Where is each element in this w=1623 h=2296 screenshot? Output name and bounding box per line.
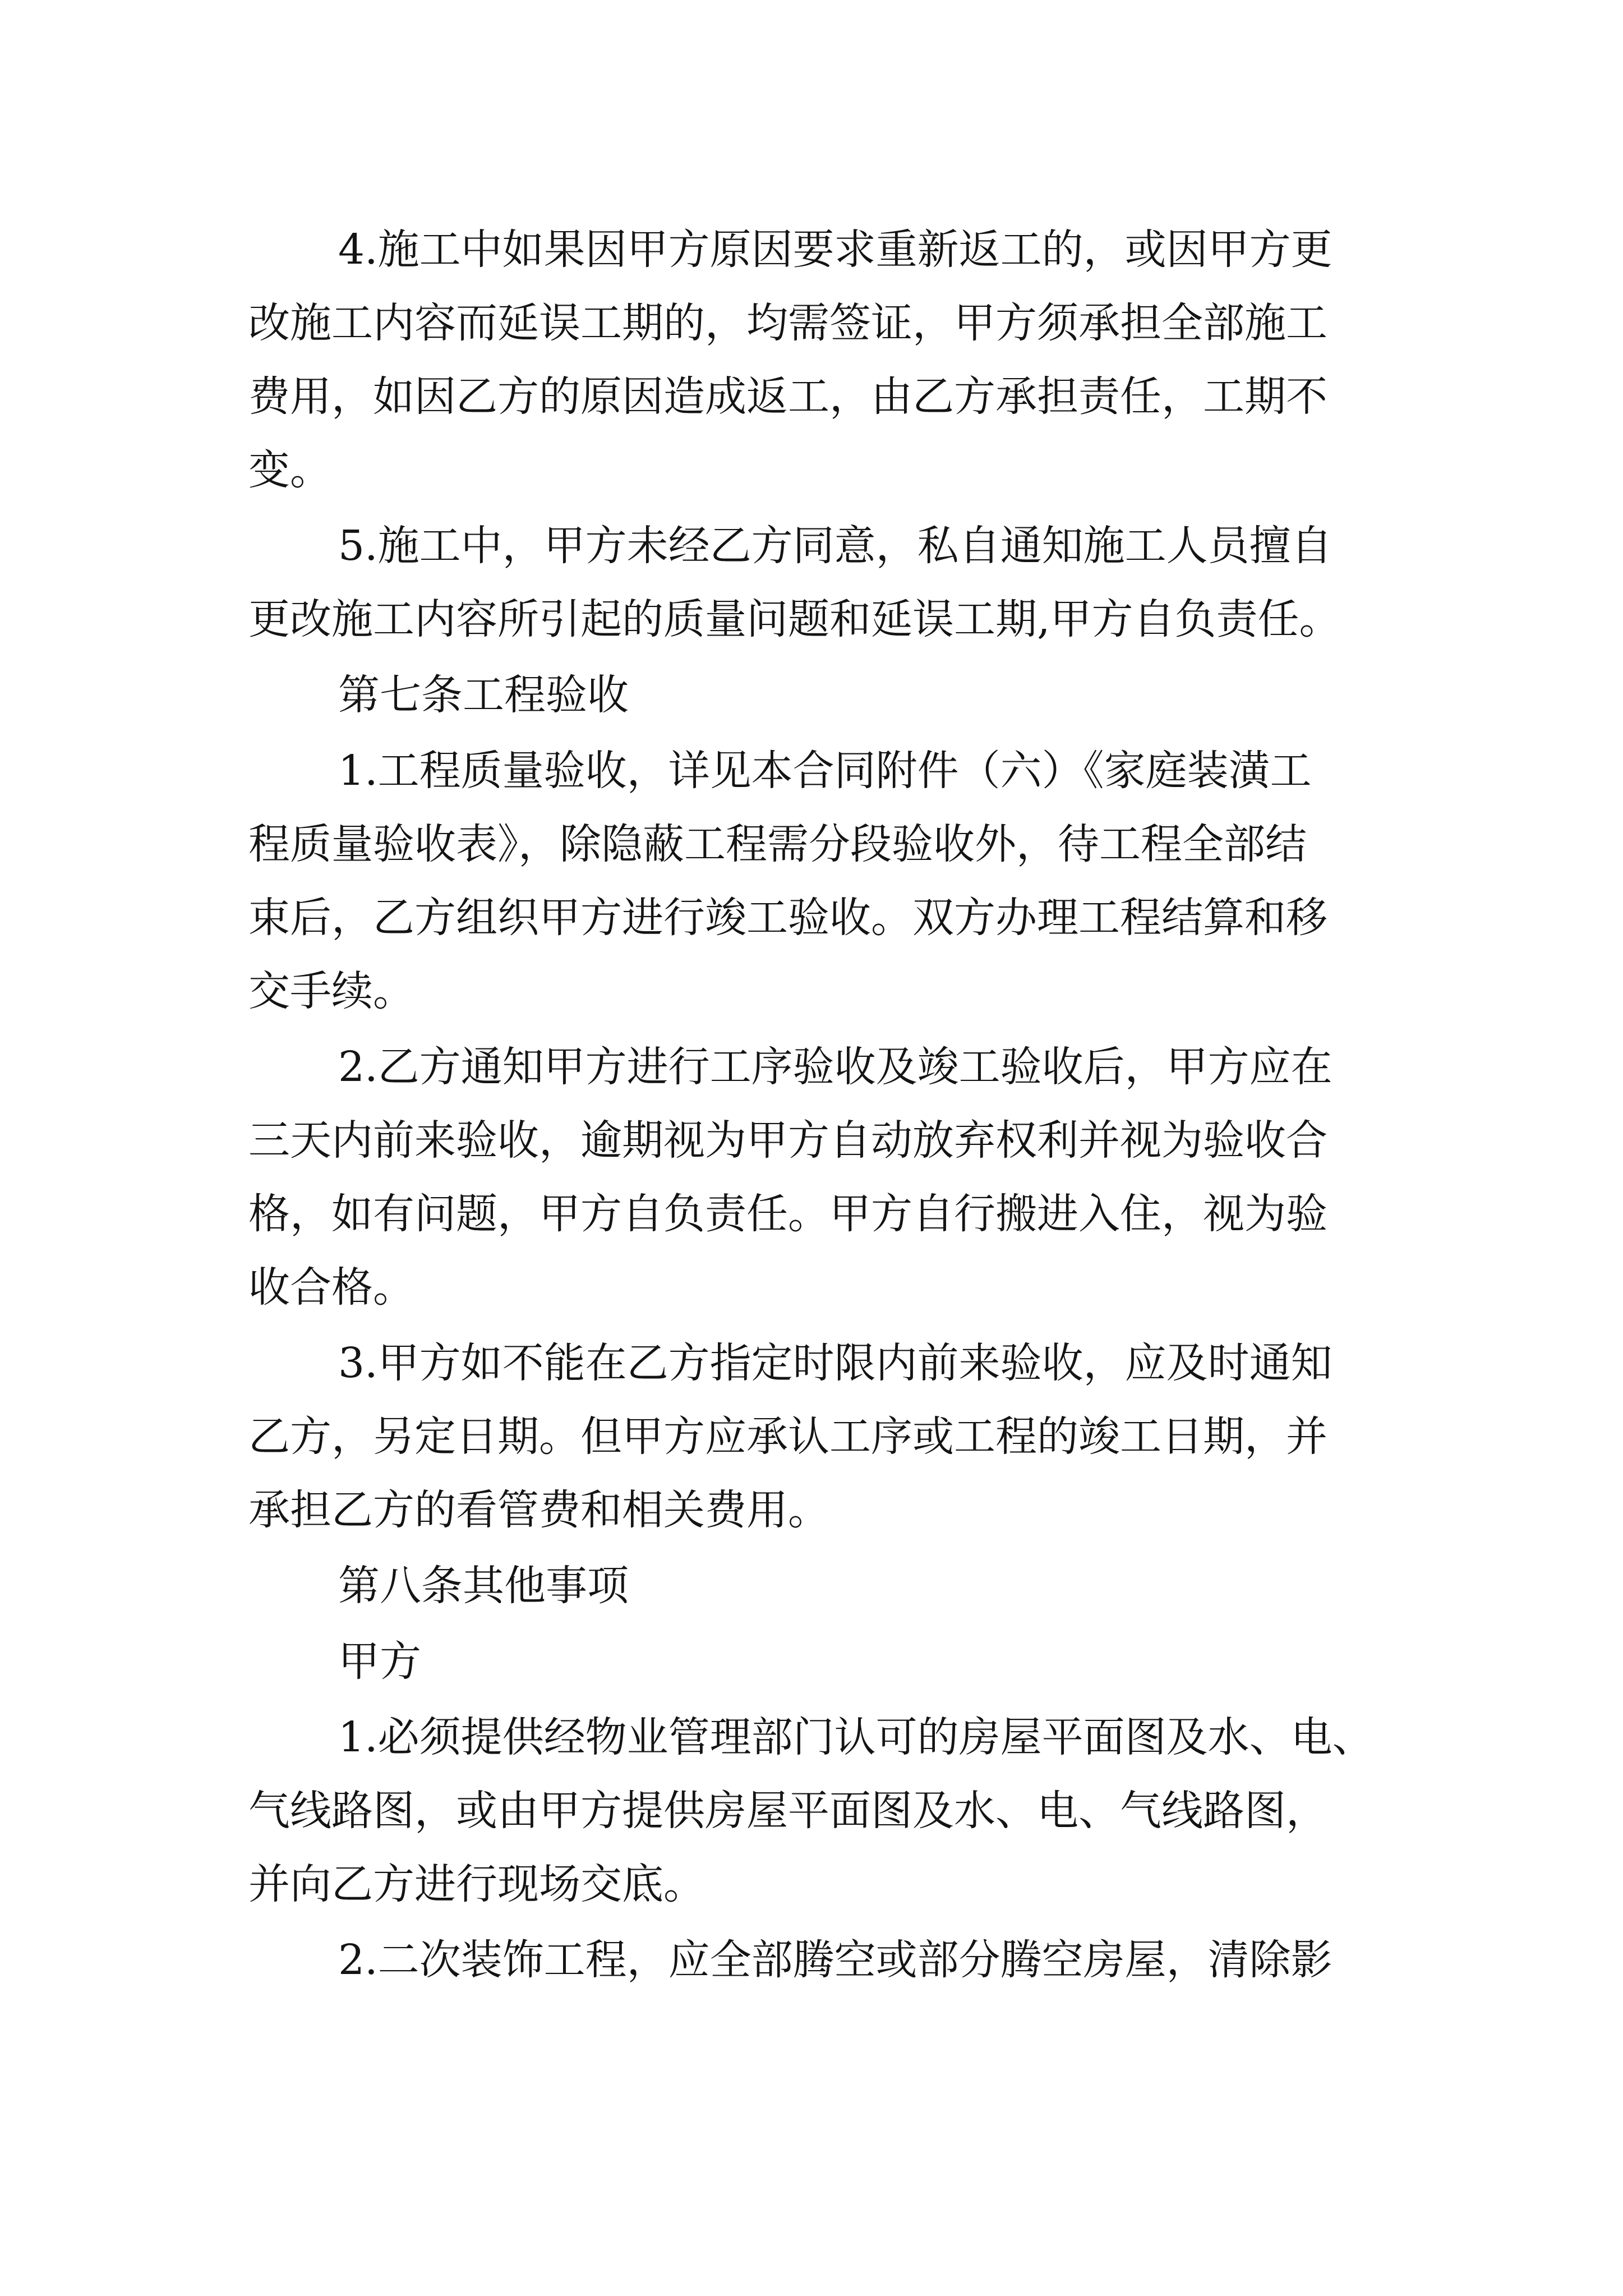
paragraph-7-1 — [248, 734, 1381, 1028]
text-line: 更改施工内容所引起的质量问题和延误工期,甲方自负责任。 — [248, 595, 1341, 643]
text-line: 2.二次装饰工程，应全部腾空或部分腾空房屋，清除影 — [338, 1936, 1332, 1984]
text-line: 承担乙方的看管费和相关费用。 — [248, 1486, 829, 1534]
text-line: 3.甲方如不能在乙方指定时限内前来验收，应及时通知 — [338, 1339, 1332, 1387]
text-line: 4.施工中如果因甲方原因要求重新返工的，或因甲方更 — [338, 226, 1332, 274]
party-a-heading — [248, 1625, 1381, 1699]
subsection-heading: 甲方 — [338, 1637, 421, 1686]
text-line: 1.工程质量验收，详见本合同附件（六）《家庭装潢工 — [338, 747, 1312, 795]
paragraph-7-2 — [248, 1030, 1381, 1324]
text-line: 收合格。 — [248, 1263, 414, 1312]
text-line: 格，如有问题，甲方自负责任。甲方自行搬进入住，视为验 — [248, 1190, 1327, 1238]
text-line: 2.乙方通知甲方进行工序验收及竣工验收后，甲方应在 — [338, 1043, 1332, 1091]
text-line: 交手续。 — [248, 967, 414, 1015]
text-line: 变。 — [248, 446, 331, 494]
text-line: 并向乙方进行现场交底。 — [248, 1860, 705, 1908]
section-heading-7 — [248, 659, 1381, 732]
paragraph-5 — [248, 509, 1381, 656]
paragraph-8-2 — [248, 1924, 1381, 1997]
section-heading-8 — [248, 1549, 1381, 1623]
section-heading: 第七条工程验收 — [338, 671, 629, 719]
paragraph-7-3 — [248, 1327, 1381, 1547]
text-line: 改施工内容而延误工期的，均需签证，甲方须承担全部施工 — [248, 299, 1327, 347]
section-heading: 第八条其他事项 — [338, 1562, 629, 1610]
text-line: 三天内前来验收，逾期视为甲方自动放弃权利并视为验收合 — [248, 1116, 1327, 1165]
paragraph-4 — [248, 213, 1381, 507]
text-line: 乙方，另定日期。但甲方应承认工序或工程的竣工日期，并 — [248, 1412, 1327, 1461]
document-body — [248, 213, 1381, 1997]
text-line: 1.必须提供经物业管理部门认可的房屋平面图及水、电、 — [338, 1713, 1374, 1761]
text-line: 束后，乙方组织甲方进行竣工验收。双方办理工程结算和移 — [248, 894, 1327, 942]
text-line: 费用，如因乙方的原因造成返工，由乙方承担责任，工期不 — [248, 372, 1327, 421]
text-line: 程质量验收表》，除隐蔽工程需分段验收外，待工程全部结 — [248, 820, 1307, 868]
text-line: 5.施工中，甲方未经乙方同意，私自通知施工人员擅自 — [338, 522, 1332, 570]
paragraph-8-1 — [248, 1701, 1381, 1921]
text-line: 气线路图，或由甲方提供房屋平面图及水、电、气线路图， — [248, 1787, 1327, 1835]
